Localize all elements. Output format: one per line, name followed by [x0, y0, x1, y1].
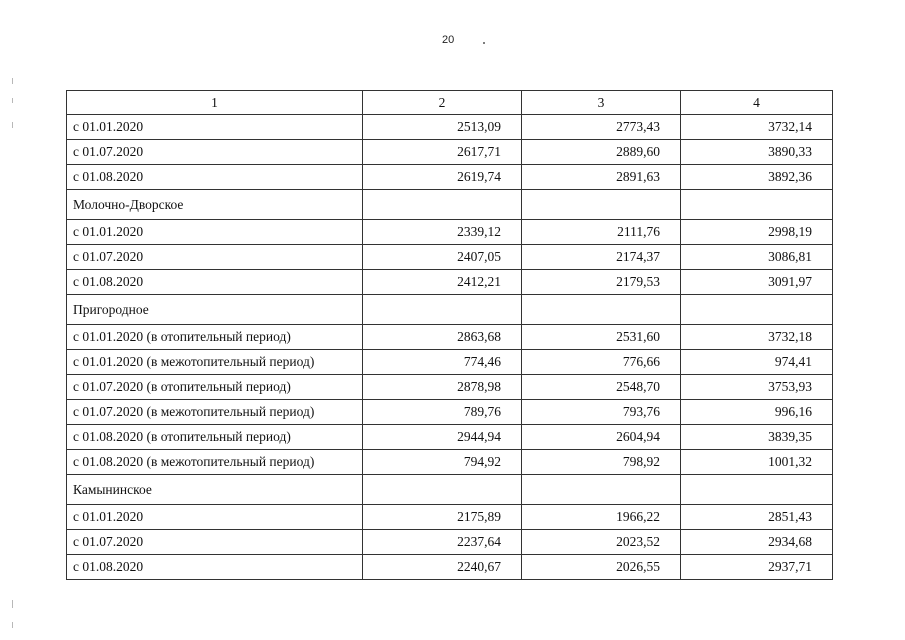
table-row — [67, 245, 833, 270]
value-cell: 2548,70 — [522, 375, 681, 400]
section-label: Камынинское — [67, 475, 363, 505]
header-row — [67, 91, 833, 115]
empty-cell — [522, 190, 681, 220]
empty-cell — [522, 295, 681, 325]
table-row — [67, 400, 833, 425]
row-label: с 01.08.2020 — [67, 270, 363, 295]
value-cell: 1001,32 — [681, 450, 833, 475]
empty-cell — [681, 190, 833, 220]
page-number: 20 — [442, 34, 455, 46]
table-row — [67, 220, 833, 245]
table-row — [67, 165, 833, 190]
header-cell: 3 — [522, 91, 681, 115]
value-cell: 3892,36 — [681, 165, 833, 190]
value-cell: 974,41 — [681, 350, 833, 375]
value-cell: 1966,22 — [522, 505, 681, 530]
scan-speck — [483, 42, 485, 44]
row-label: с 01.01.2020 (в отопительный период) — [67, 325, 363, 350]
value-cell: 3732,18 — [681, 325, 833, 350]
table-row — [67, 350, 833, 375]
value-cell: 2023,52 — [522, 530, 681, 555]
value-cell: 3086,81 — [681, 245, 833, 270]
value-cell: 2111,76 — [522, 220, 681, 245]
value-cell: 2851,43 — [681, 505, 833, 530]
value-cell: 2407,05 — [363, 245, 522, 270]
empty-cell — [681, 475, 833, 505]
header-cell: 2 — [363, 91, 522, 115]
value-cell: 2531,60 — [522, 325, 681, 350]
section-label: Пригородное — [67, 295, 363, 325]
margin-mark — [12, 78, 13, 84]
value-cell: 2934,68 — [681, 530, 833, 555]
table-row — [67, 375, 833, 400]
value-cell: 2175,89 — [363, 505, 522, 530]
table-row — [67, 555, 833, 580]
empty-cell — [363, 190, 522, 220]
value-cell: 2237,64 — [363, 530, 522, 555]
section-row — [67, 295, 833, 325]
row-label: с 01.07.2020 — [67, 530, 363, 555]
value-cell: 2998,19 — [681, 220, 833, 245]
value-cell: 2617,71 — [363, 140, 522, 165]
value-cell: 2513,09 — [363, 115, 522, 140]
value-cell: 3091,97 — [681, 270, 833, 295]
row-label: с 01.01.2020 (в межотопительный период) — [67, 350, 363, 375]
value-cell: 2773,43 — [522, 115, 681, 140]
value-cell: 2889,60 — [522, 140, 681, 165]
value-cell: 793,76 — [522, 400, 681, 425]
margin-mark — [12, 98, 13, 103]
empty-cell — [363, 295, 522, 325]
empty-cell — [522, 475, 681, 505]
empty-cell — [363, 475, 522, 505]
value-cell: 2604,94 — [522, 425, 681, 450]
value-cell: 3839,35 — [681, 425, 833, 450]
value-cell: 794,92 — [363, 450, 522, 475]
value-cell: 776,66 — [522, 350, 681, 375]
value-cell: 2937,71 — [681, 555, 833, 580]
row-label: с 01.01.2020 — [67, 220, 363, 245]
table-row — [67, 115, 833, 140]
table-row — [67, 270, 833, 295]
value-cell: 2878,98 — [363, 375, 522, 400]
row-label: с 01.07.2020 (в межотопительный период) — [67, 400, 363, 425]
value-cell: 3732,14 — [681, 115, 833, 140]
value-cell: 2026,55 — [522, 555, 681, 580]
value-cell: 2891,63 — [522, 165, 681, 190]
value-cell: 2179,53 — [522, 270, 681, 295]
table-row — [67, 505, 833, 530]
value-cell: 798,92 — [522, 450, 681, 475]
table-row — [67, 425, 833, 450]
section-label: Молочно-Дворское — [67, 190, 363, 220]
table-row — [67, 530, 833, 555]
margin-mark — [12, 122, 13, 128]
value-cell: 2339,12 — [363, 220, 522, 245]
margin-mark — [12, 600, 13, 608]
margin-mark — [12, 622, 13, 628]
value-cell: 2863,68 — [363, 325, 522, 350]
section-row — [67, 475, 833, 505]
table-row — [67, 450, 833, 475]
empty-cell — [681, 295, 833, 325]
value-cell: 2240,67 — [363, 555, 522, 580]
value-cell: 789,76 — [363, 400, 522, 425]
row-label: с 01.08.2020 (в отопительный период) — [67, 425, 363, 450]
header-cell: 1 — [67, 91, 363, 115]
value-cell: 2174,37 — [522, 245, 681, 270]
table-row — [67, 325, 833, 350]
row-label: с 01.07.2020 — [67, 140, 363, 165]
tariff-table — [66, 90, 833, 580]
row-label: с 01.08.2020 — [67, 555, 363, 580]
value-cell: 2619,74 — [363, 165, 522, 190]
header-cell: 4 — [681, 91, 833, 115]
value-cell: 2944,94 — [363, 425, 522, 450]
table-body — [67, 91, 833, 580]
value-cell: 774,46 — [363, 350, 522, 375]
value-cell: 996,16 — [681, 400, 833, 425]
row-label: с 01.08.2020 (в межотопительный период) — [67, 450, 363, 475]
section-row — [67, 190, 833, 220]
row-label: с 01.07.2020 — [67, 245, 363, 270]
row-label: с 01.08.2020 — [67, 165, 363, 190]
value-cell: 3753,93 — [681, 375, 833, 400]
row-label: с 01.07.2020 (в отопительный период) — [67, 375, 363, 400]
value-cell: 3890,33 — [681, 140, 833, 165]
row-label: с 01.01.2020 — [67, 115, 363, 140]
value-cell: 2412,21 — [363, 270, 522, 295]
row-label: с 01.01.2020 — [67, 505, 363, 530]
table-row — [67, 140, 833, 165]
